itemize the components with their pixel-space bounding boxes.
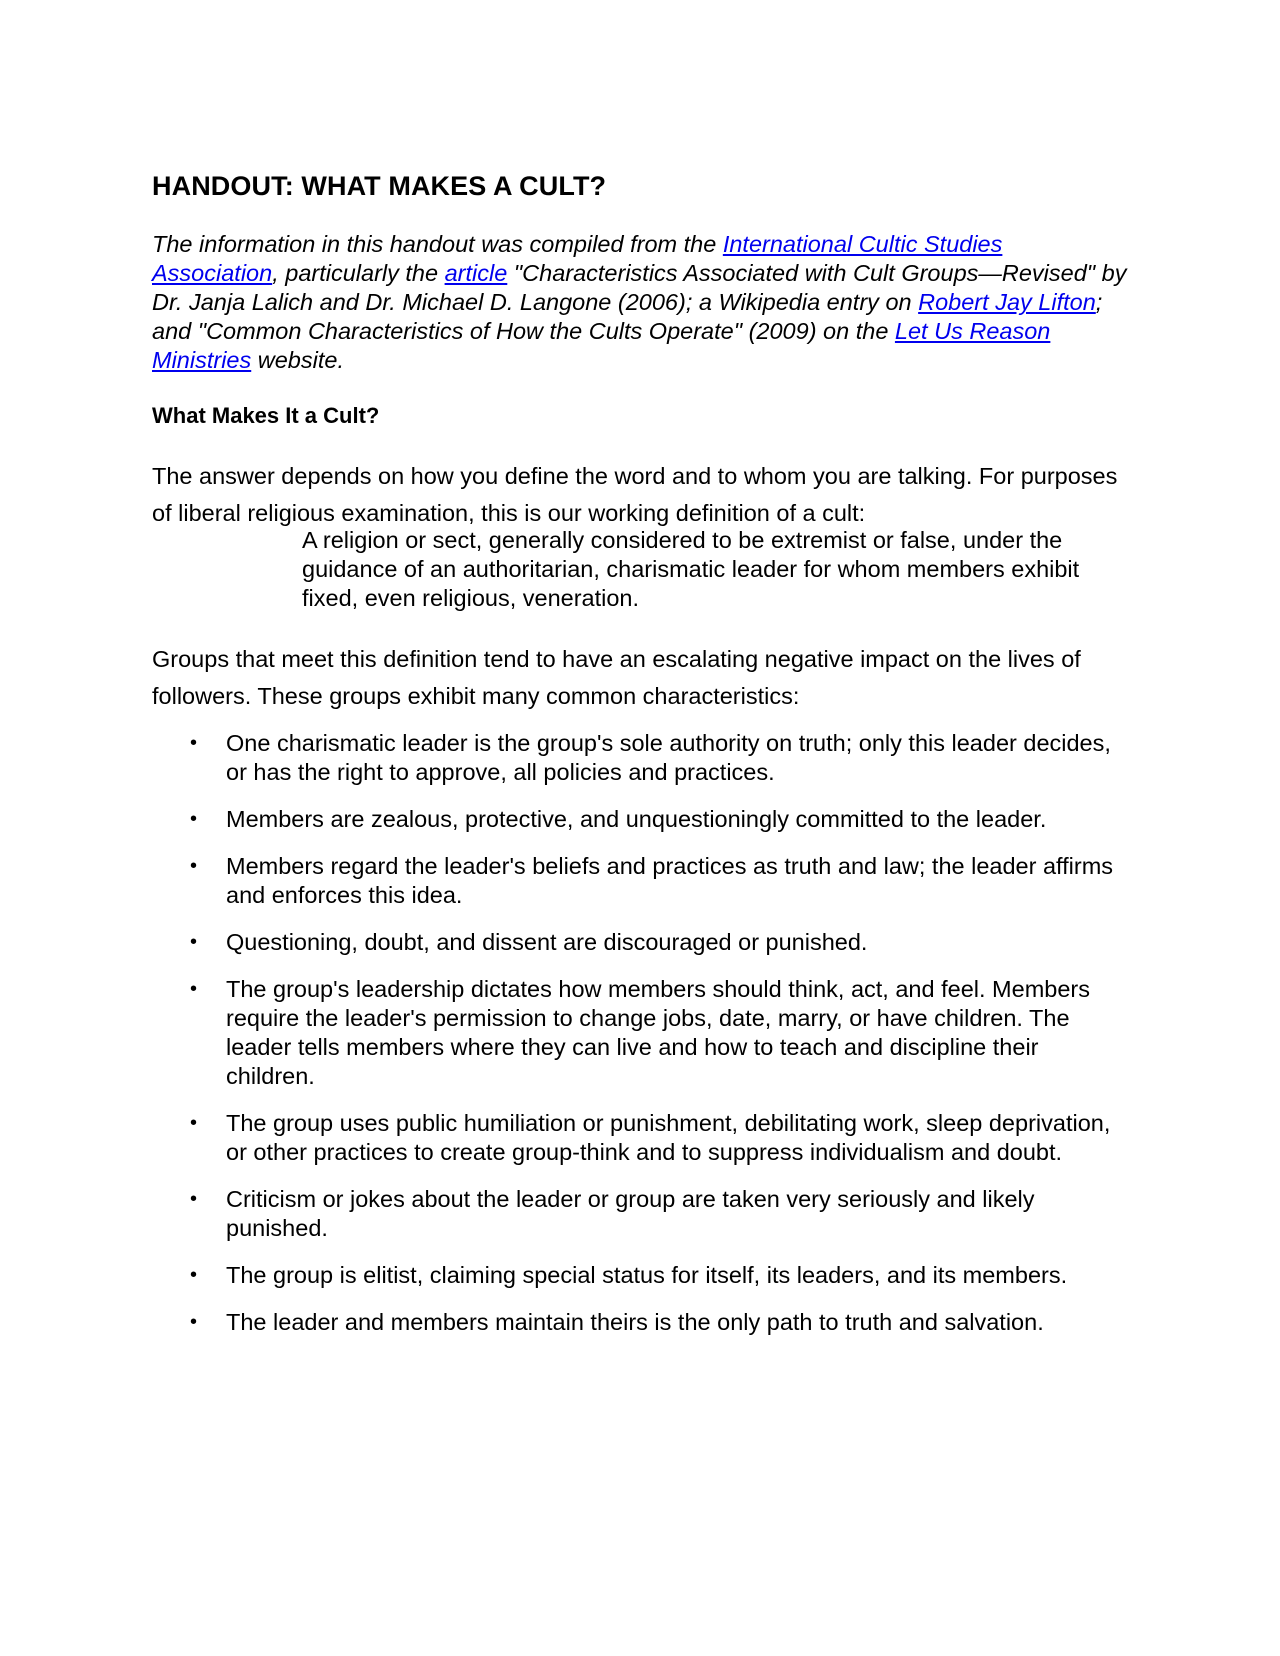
list-item (152, 928, 1132, 957)
page-title: HANDOUT: WHAT MAKES A CULT? (152, 171, 607, 201)
article-link[interactable]: article (444, 260, 508, 287)
intro-text-1: The information in this handout was compiled from the (152, 231, 723, 258)
bullet-icon: • (190, 731, 198, 754)
list-item-text: Members regard the leader's beliefs and practices as truth and law; the leader affirms and enforces this idea. (226, 852, 1114, 908)
intro-text-4: ; and "Common Characteristics of How the Cults Operate" (2009) on the (152, 289, 1103, 345)
bullet-icon: • (190, 977, 198, 1000)
list-item (152, 1308, 1132, 1337)
list-item (152, 1185, 1132, 1243)
list-item-text: Members are zealous, protective, and unquestioningly committed to the leader. (226, 805, 1047, 832)
list-item-text: The group's leadership dictates how members should think, act, and feel. Members require the leader's permission to change jobs, date, marry, or have children. The leader tells members where they can live and how to teach and discipline their children. (226, 975, 1090, 1089)
list-item-text: The leader and members maintain theirs is the only path to truth and salvation. (226, 1308, 1044, 1335)
intro-paragraph (152, 230, 1132, 375)
document-page (152, 170, 1132, 1355)
bullet-icon: • (190, 1263, 198, 1286)
intro-text-5: website. (251, 347, 344, 374)
list-item-text: Questioning, doubt, and dissent are discouraged or punished. (226, 928, 868, 955)
intro-text-3: "Characteristics Associated with Cult Groups—Revised" by Dr. Janja Lalich and Dr. Michael D. Langone (2006); a Wikipedia entry on (152, 260, 1127, 316)
let-us-reason-link[interactable]: Let Us Reason Ministries (152, 318, 1051, 374)
icsa-link[interactable]: International Cultic Studies Association (152, 231, 1003, 287)
bullet-icon: • (190, 1111, 198, 1134)
list-item (152, 805, 1132, 834)
section-heading: What Makes It a Cult? (152, 403, 380, 429)
bullet-icon: • (190, 807, 198, 830)
bullet-icon: • (190, 1310, 198, 1333)
cult-definition: A religion or sect, generally considered to be extremist or false, under the guidance of an authoritarian, charismatic leader for whom members exhibit fixed, even religious, veneration. (302, 526, 1080, 611)
robert-jay-lifton-link[interactable]: Robert Jay Lifton (918, 289, 1096, 316)
list-item-text: The group is elitist, claiming special status for itself, its leaders, and its members. (226, 1261, 1068, 1288)
definition-intro-paragraph: The answer depends on how you define the word and to whom you are talking. For purposes of liberal religious examination, this is our working definition of a cult: (152, 462, 1118, 526)
list-item-text: One charismatic leader is the group's sole authority on truth; only this leader decides, or has the right to approve, all policies and practices. (226, 729, 1111, 785)
characteristics-list (152, 729, 1132, 1337)
list-item-text: The group uses public humiliation or punishment, debilitating work, sleep deprivation, or other practices to create group-think and to suppress individualism and doubt. (226, 1109, 1111, 1165)
bullet-icon: • (190, 1187, 198, 1210)
list-item (152, 1261, 1132, 1290)
list-item (152, 729, 1132, 787)
list-item (152, 1109, 1132, 1167)
list-item (152, 975, 1132, 1091)
list-item (152, 852, 1132, 910)
list-item-text: Criticism or jokes about the leader or group are taken very seriously and likely punished. (226, 1185, 1035, 1241)
bullet-icon: • (190, 930, 198, 953)
intro-text-2: , particularly the (272, 260, 445, 287)
bullet-icon: • (190, 854, 198, 877)
characteristics-intro-paragraph: Groups that meet this definition tend to have an escalating negative impact on the lives of followers. These groups exhibit many common characteristics: (152, 645, 1081, 709)
